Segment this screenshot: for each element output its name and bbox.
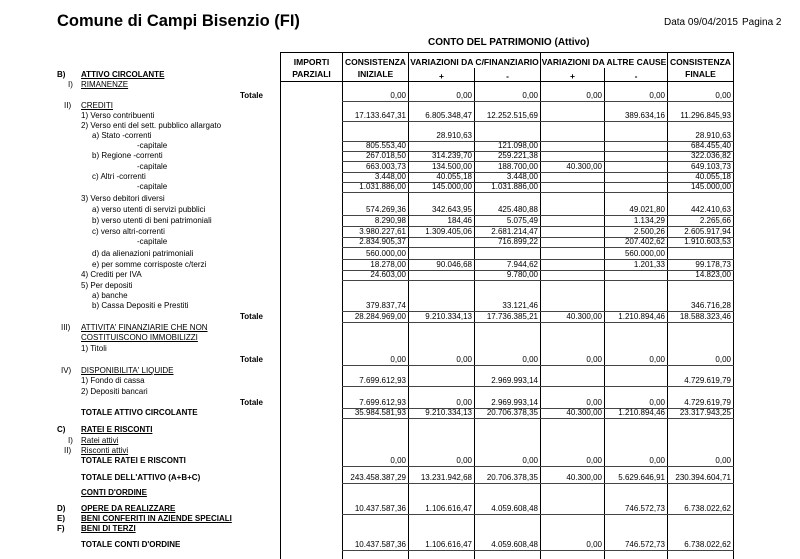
table-row: [0, 237, 800, 247]
row-label: 2) Verso enti del sett. pubblico allargato: [81, 121, 222, 130]
cell-value: 145.000,00: [431, 182, 472, 191]
table-row: [0, 151, 800, 161]
table-row: [0, 376, 800, 386]
row-label: E): [57, 514, 65, 523]
cell-value: 1.106.616,47: [425, 504, 472, 513]
row-label: TOTALE DELL'ATTIVO (A+B+C): [81, 473, 201, 482]
table-row: [0, 260, 800, 270]
column-header-plus: +: [439, 71, 444, 81]
table-row: [0, 398, 800, 408]
column-header-consistenza-iniziale: CONSISTENZA INIZIALE: [345, 57, 406, 79]
table-row: [0, 131, 800, 141]
row-label: 3) Verso debitori diversi: [81, 194, 165, 203]
cell-value: 7.699.612,93: [359, 376, 406, 385]
cell-value: 9.210.334,13: [425, 408, 472, 417]
row-label: RIMANENZE: [81, 80, 129, 89]
row-label: TOTALE CONTI D'ORDINE: [81, 540, 181, 549]
table-row: [0, 182, 800, 192]
row-label: F): [57, 524, 65, 533]
row-label: II): [64, 446, 72, 455]
cell-value: 2.969.993,14: [491, 376, 538, 385]
table-row: [0, 344, 800, 354]
row-divider: [342, 550, 734, 551]
row-label: COSTITUISCONO IMMOBILIZZI: [81, 333, 198, 342]
cell-value: 9.780,00: [506, 270, 538, 279]
cell-value: 0,00: [456, 456, 472, 465]
cell-value: 35.984.581,93: [354, 408, 406, 417]
row-label: ATTIVITA' FINANZIARIE CHE NON: [81, 323, 208, 332]
row-label: III): [61, 323, 71, 332]
cell-value: 663.003,73: [365, 162, 406, 171]
cell-value: 145.000,00: [690, 182, 731, 191]
cell-value: 12.252.515,69: [486, 111, 538, 120]
cell-value: 1.910.603,53: [684, 237, 731, 246]
cell-value: 0,00: [522, 91, 538, 100]
cell-value: 17.133.647,31: [354, 111, 406, 120]
cell-value: 99.178,73: [695, 260, 731, 269]
cell-value: 442.410,63: [690, 205, 731, 214]
cell-value: 0,00: [522, 355, 538, 364]
cell-value: 684.455,40: [690, 141, 731, 150]
table-row: [0, 436, 800, 446]
row-label: 2) Depositi bancari: [81, 387, 148, 396]
table-row: [0, 101, 800, 111]
cell-value: 8.290,98: [374, 216, 406, 225]
row-label: b) Regione -correnti: [92, 151, 163, 160]
cell-value: 24.603,00: [370, 270, 406, 279]
cell-value: 184,46: [447, 216, 472, 225]
page-title: Comune di Campi Bisenzio (FI): [57, 12, 300, 30]
cell-value: 1.210.894,46: [618, 312, 665, 321]
row-divider: [342, 418, 734, 419]
cell-value: 0,00: [586, 540, 602, 549]
cell-value: 40.055,18: [436, 172, 472, 181]
cell-value: 40.055,18: [695, 172, 731, 181]
table-row: [0, 540, 800, 550]
cell-value: 389.634,16: [624, 111, 665, 120]
cell-value: 2.605.917,94: [684, 227, 731, 236]
report-subtitle: CONTO DEL PATRIMONIO (Attivo): [428, 37, 590, 48]
cell-value: 4.729.619,79: [684, 376, 731, 385]
cell-value: 49.021,80: [629, 205, 665, 214]
table-row: [0, 205, 800, 215]
row-divider: [342, 483, 734, 484]
cell-value: 20.706.378,35: [486, 473, 538, 482]
cell-value: 342.643,95: [431, 205, 472, 214]
column-header-consistenza-finale: CONSISTENZA FINALE: [670, 57, 731, 79]
cell-value: 746.572,73: [624, 540, 665, 549]
cell-value: 0,00: [390, 355, 406, 364]
column-header-plus: +: [570, 71, 575, 81]
row-divider: [342, 192, 734, 193]
cell-value: 0,00: [586, 91, 602, 100]
table-row: [0, 249, 800, 259]
cell-value: 40.300,00: [566, 312, 602, 321]
table-row: [0, 194, 800, 204]
cell-value: 0,00: [586, 398, 602, 407]
cell-value: 243.458.387,29: [350, 473, 406, 482]
row-divider: [342, 247, 734, 248]
cell-value: 2.969.993,14: [491, 398, 538, 407]
cell-value: 28.284.969,00: [354, 312, 406, 321]
cell-value: 2.681.214,47: [491, 227, 538, 236]
row-label: 4) Crediti per IVA: [81, 270, 142, 279]
cell-value: 0,00: [649, 355, 665, 364]
table-row: [0, 333, 800, 343]
cell-value: 574.269,36: [365, 205, 406, 214]
cell-value: 0,00: [456, 398, 472, 407]
cell-value: 134.500,00: [431, 162, 472, 171]
cell-value: 33.121,46: [502, 301, 538, 310]
row-label: 1) Titoli: [81, 344, 107, 353]
table-row: [0, 488, 800, 498]
table-row: [0, 408, 800, 418]
cell-value: 23.317.943,25: [679, 408, 731, 417]
row-label: I): [68, 80, 73, 89]
row-label: CONTI D'ORDINE: [81, 488, 147, 497]
cell-value: 379.837,74: [365, 301, 406, 310]
cell-value: 0,00: [715, 456, 731, 465]
cell-value: 3.448,00: [374, 172, 406, 181]
table-row: [0, 172, 800, 182]
cell-value: 188.700,00: [497, 162, 538, 171]
cell-value: 560.000,00: [624, 249, 665, 258]
cell-value: 649.103,73: [690, 162, 731, 171]
cell-value: 17.736.385,21: [486, 312, 538, 321]
cell-value: 0,00: [456, 355, 472, 364]
cell-value: 4.729.619,79: [684, 398, 731, 407]
row-label: -capitale: [137, 141, 168, 150]
cell-value: 0,00: [586, 456, 602, 465]
row-label: B): [57, 70, 66, 79]
cell-value: 28.910,63: [436, 131, 472, 140]
row-label: -capitale: [137, 237, 168, 246]
row-label: Totale: [240, 398, 263, 407]
cell-value: 11.296.845,93: [680, 111, 731, 120]
cell-value: 1.134,29: [633, 216, 665, 225]
cell-value: 6.805.348,47: [425, 111, 472, 120]
table-row: [0, 473, 800, 483]
row-label: -capitale: [137, 182, 168, 191]
cell-value: 314.239,70: [431, 151, 472, 160]
cell-value: 259.221,38: [497, 151, 538, 160]
cell-value: 40.300,00: [566, 162, 602, 171]
table-row: [0, 504, 800, 514]
row-label: a) Stato -correnti: [92, 131, 152, 140]
row-label: 5) Per depositi: [81, 281, 133, 290]
table-row: [0, 216, 800, 226]
cell-value: 0,00: [390, 91, 406, 100]
row-label: a) banche: [92, 291, 128, 300]
cell-value: 0,00: [649, 456, 665, 465]
column-header-variazioni-altre-cause: VARIAZIONI DA ALTRE CAUSE: [541, 57, 667, 67]
cell-value: 805.553,40: [365, 141, 406, 150]
cell-value: 40.300,00: [566, 473, 602, 482]
row-label: Totale: [240, 312, 263, 321]
table-row: [0, 227, 800, 237]
table-row: [0, 291, 800, 301]
row-label: IV): [61, 366, 72, 375]
table-row: [0, 446, 800, 456]
table-row: [0, 425, 800, 435]
row-label: TOTALE ATTIVO CIRCOLANTE: [81, 408, 198, 417]
table-row: [0, 141, 800, 151]
table-row: [0, 366, 800, 376]
cell-value: 1.031.886,00: [491, 182, 538, 191]
report-date: Data 09/04/2015: [664, 17, 738, 28]
row-label: c) verso altri-correnti: [92, 227, 165, 236]
cell-value: 14.823,00: [695, 270, 731, 279]
cell-value: 7.944,62: [506, 260, 538, 269]
cell-value: 267.018,50: [365, 151, 406, 160]
cell-value: 10.437.587,36: [354, 504, 406, 513]
table-row: [0, 355, 800, 365]
row-label: C): [57, 425, 66, 434]
row-label: Totale: [240, 91, 263, 100]
cell-value: 2.834.905,37: [359, 237, 406, 246]
cell-value: 2.500,26: [633, 227, 665, 236]
cell-value: 9.210.334,13: [425, 312, 472, 321]
column-header-importi-parziali: IMPORTI PARZIALI: [292, 57, 331, 79]
row-label: BENI DI TERZI: [81, 524, 136, 533]
cell-value: 1.031.886,00: [359, 182, 406, 191]
table-row: [0, 323, 800, 333]
row-label: RATEI E RISCONTI: [81, 425, 153, 434]
table-row: [0, 514, 800, 524]
row-label: e) per somme corrisposte c/terzi: [92, 260, 207, 269]
page-number: Pagina 2: [742, 17, 782, 28]
row-label: c) Altri -correnti: [92, 172, 146, 181]
cell-value: 3.448,00: [506, 172, 538, 181]
cell-value: 230.394.604,71: [675, 473, 731, 482]
column-header-variazioni-finanziario: VARIAZIONI DA C/FINANZIARIO: [410, 57, 539, 67]
cell-value: 2.265,66: [699, 216, 731, 225]
table-row: [0, 524, 800, 534]
grid-line: [280, 52, 734, 53]
cell-value: 1.106.616,47: [425, 540, 472, 549]
row-label: -capitale: [137, 162, 168, 171]
table-row: [0, 387, 800, 397]
cell-value: 18.278,00: [370, 260, 406, 269]
cell-value: 0,00: [715, 91, 731, 100]
cell-value: 0,00: [649, 398, 665, 407]
row-label: DISPONIBILITA' LIQUIDE: [81, 366, 174, 375]
row-label: 1) Fondo di cassa: [81, 376, 145, 385]
row-label: 1) Verso contribuenti: [81, 111, 155, 120]
cell-value: 20.706.378,35: [486, 408, 538, 417]
cell-value: 0,00: [586, 355, 602, 364]
cell-value: 6.738.022,62: [684, 504, 731, 513]
cell-value: 10.437.587,36: [354, 540, 406, 549]
cell-value: 6.738.022,62: [684, 540, 731, 549]
row-label: Totale: [240, 355, 263, 364]
row-label: CREDITI: [81, 101, 113, 110]
cell-value: 1.201,33: [633, 260, 665, 269]
cell-value: 746.572,73: [624, 504, 665, 513]
cell-value: 1.309.405,06: [425, 227, 472, 236]
cell-value: 40.300,00: [566, 408, 602, 417]
row-label: BENI CONFERITI IN AZIENDE SPECIALI: [81, 514, 232, 523]
table-row: [0, 111, 800, 121]
cell-value: 207.402,62: [624, 237, 665, 246]
table-row: [0, 312, 800, 322]
cell-value: 28.910,63: [695, 131, 731, 140]
row-label: a) verso utenti di servizi pubblici: [92, 205, 206, 214]
cell-value: 716.899,22: [497, 237, 538, 246]
column-header-minus: -: [506, 71, 509, 81]
row-label: Risconti attivi: [81, 446, 129, 455]
row-label: b) verso utenti di beni patrimoniali: [92, 216, 212, 225]
row-label: d) da alienazioni patrimoniali: [92, 249, 194, 258]
row-label: Ratei attivi: [81, 436, 119, 445]
cell-value: 0,00: [456, 91, 472, 100]
column-header-minus: -: [634, 71, 638, 81]
row-label: b) Cassa Depositi e Prestiti: [92, 301, 189, 310]
cell-value: 425.480,88: [497, 205, 538, 214]
cell-value: 0,00: [649, 91, 665, 100]
row-label: D): [57, 504, 66, 513]
table-row: [0, 80, 800, 90]
cell-value: 4.059.608,48: [491, 540, 538, 549]
cell-value: 4.059.608,48: [491, 504, 538, 513]
cell-value: 5.629.646,91: [618, 473, 665, 482]
table-row: [0, 301, 800, 311]
cell-value: 0,00: [390, 456, 406, 465]
row-label: I): [68, 436, 73, 445]
table-row: [0, 121, 800, 131]
row-label: II): [64, 101, 72, 110]
table-row: [0, 270, 800, 280]
cell-value: 7.699.612,93: [359, 398, 406, 407]
cell-value: 90.046,68: [436, 260, 472, 269]
cell-value: 0,00: [715, 355, 731, 364]
table-row: [0, 162, 800, 172]
cell-value: 5.075,49: [506, 216, 538, 225]
table-row: [0, 281, 800, 291]
cell-value: 0,00: [522, 456, 538, 465]
cell-value: 346.716,28: [690, 301, 731, 310]
row-divider: [342, 466, 734, 467]
table-row: [0, 456, 800, 466]
table-row: [0, 70, 800, 80]
cell-value: 18.588.323,46: [679, 312, 731, 321]
cell-value: 1.210.894,46: [618, 408, 665, 417]
table-row: [0, 91, 800, 101]
cell-value: 322.036,82: [690, 151, 731, 160]
cell-value: 560.000,00: [365, 249, 406, 258]
row-label: TOTALE RATEI E RISCONTI: [81, 456, 186, 465]
row-label: ATTIVO CIRCOLANTE: [81, 70, 165, 79]
cell-value: 3.980.227,61: [359, 227, 406, 236]
cell-value: 121.098,00: [497, 141, 538, 150]
cell-value: 13.231.942,68: [420, 473, 472, 482]
row-label: OPERE DA REALIZZARE: [81, 504, 176, 513]
